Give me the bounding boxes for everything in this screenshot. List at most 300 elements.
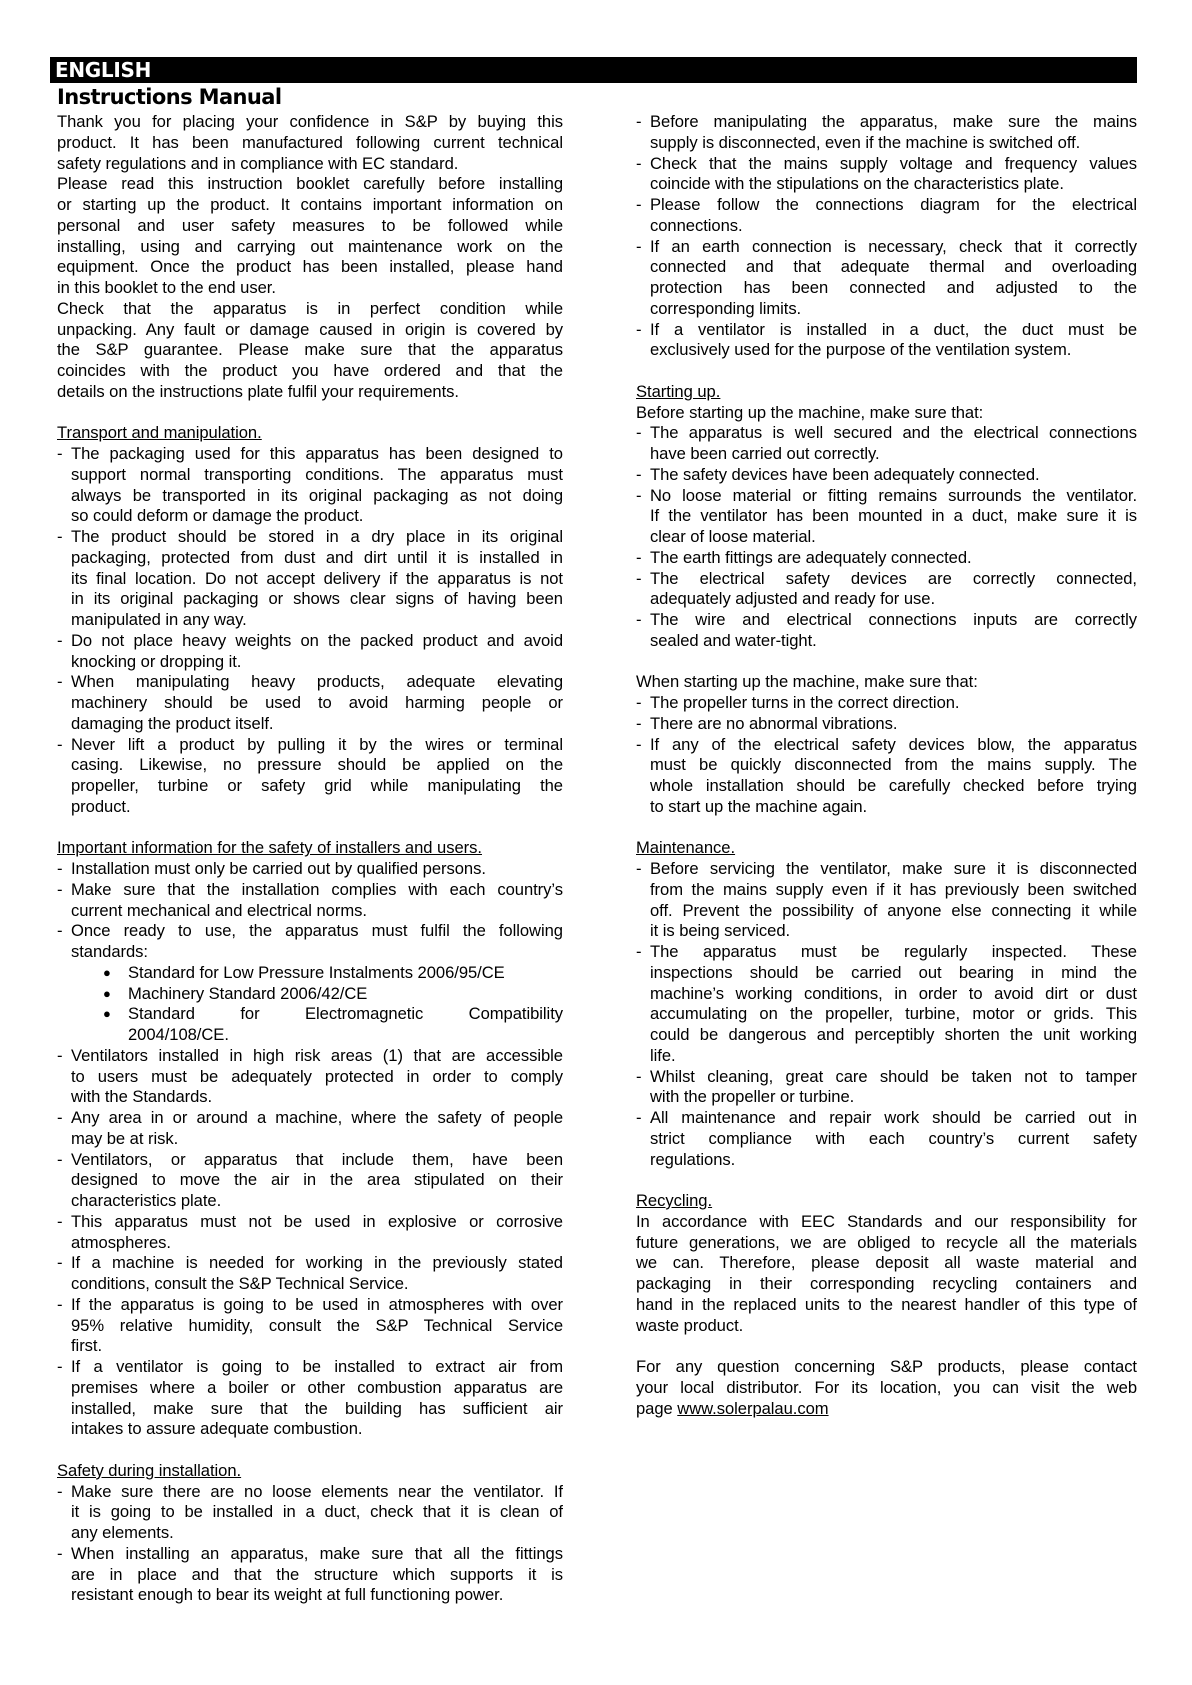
text-line [57, 631, 563, 652]
dash-icon: - [57, 734, 63, 754]
text-line [57, 1150, 563, 1171]
line-text: Check that the mains supply voltage and frequency values [650, 153, 1137, 173]
text-line [57, 1336, 563, 1357]
line-text: Make sure there are no loose elements near the ventilator. If [71, 1481, 563, 1501]
blank-line [636, 361, 1137, 382]
line-text: must be quickly disconnected from the mains supply. The [650, 755, 1137, 775]
text-line [636, 1129, 1137, 1150]
dash-icon: - [636, 153, 642, 173]
line-text: always be transported in its original packaging as not doing [71, 485, 563, 505]
dash-list-item [57, 1357, 563, 1440]
line-text: coincides with the product you have ordered and that the [57, 361, 563, 380]
line-text: Before manipulating the apparatus, make sure the mains [650, 112, 1137, 131]
line-text: standards: [71, 942, 148, 961]
dash-icon: - [636, 485, 642, 505]
text-line [57, 1067, 563, 1088]
dash-list-item [57, 1544, 563, 1606]
text-line [57, 755, 563, 776]
text-line [636, 112, 1137, 133]
line-text: All maintenance and repair work should be carried out in [650, 1108, 1137, 1127]
line-text: your local distributor. For its location, you can visit the web [636, 1377, 1137, 1397]
dash-list-item [57, 1108, 563, 1150]
line-text: coincide with the stipulations on the characteristics plate. [650, 174, 1064, 194]
text-line [57, 195, 563, 216]
section-heading [57, 1461, 563, 1482]
page-title: Instructions Manual [57, 85, 282, 109]
line-text: Machinery Standard 2006/42/CE [128, 983, 368, 1003]
text-line [57, 1233, 563, 1254]
text-line [57, 465, 563, 486]
text-line [57, 1399, 563, 1420]
bullet-list-item [57, 984, 563, 1005]
dash-list-item [636, 569, 1137, 611]
text-line [636, 216, 1137, 237]
text-line [57, 859, 563, 880]
line-text: regulations. [650, 1149, 736, 1169]
dash-list-item [636, 859, 1137, 942]
text-line [57, 237, 563, 258]
line-text: protection has been connected and adjusted to the [650, 278, 1137, 297]
line-text: Please follow the connections diagram for the electrical [650, 195, 1137, 214]
dash-icon: - [636, 236, 642, 256]
line-text: installing, using and carrying out maintenance work on the [57, 236, 563, 256]
heading-text [636, 1191, 1137, 1212]
text-line [57, 278, 563, 299]
line-text: Thank you for placing your confidence in S&P by buying this [57, 112, 563, 131]
line-text: strict compliance with each country’s current safety [650, 1128, 1137, 1148]
section-heading [636, 382, 1137, 403]
dash-icon: - [636, 610, 642, 629]
text-line [57, 652, 563, 673]
dash-icon: - [57, 1149, 63, 1169]
line-text: Ventilators installed in high risk areas (1) that are accessible [71, 1045, 563, 1065]
text-line [636, 672, 1137, 693]
dash-list-item [57, 1253, 563, 1295]
line-text: equipment. Once the product has been installed, please hand [57, 257, 563, 277]
text-line [57, 880, 563, 901]
text-line [57, 1295, 563, 1316]
line-text: machine’s working conditions, in order to avoid dirt or dust [650, 983, 1137, 1003]
line-text: Please read this instruction booklet carefully before installing [57, 174, 563, 194]
dash-icon: - [57, 1543, 63, 1563]
text-line [57, 1378, 563, 1399]
bullet-list-item [57, 1004, 563, 1046]
text-line [636, 1357, 1137, 1378]
line-text: damaging the product itself. [71, 713, 274, 733]
line-text: Before starting up the machine, make sure that: [636, 402, 984, 422]
line-text: 95% relative humidity, consult the S&P Technical Service [71, 1315, 563, 1335]
line-text: packaging in their corresponding recycling containers and [636, 1274, 1137, 1293]
line-text: any elements. [71, 1523, 174, 1542]
dash-icon: - [57, 1481, 63, 1501]
text-line [57, 444, 563, 465]
dash-list-item [636, 714, 1137, 735]
text-line [57, 1523, 563, 1544]
line-text: Maintenance. [636, 838, 736, 858]
text-line [57, 320, 563, 341]
line-text: casing. Likewise, no pressure should be applied on the [71, 755, 563, 775]
line-text: in this booklet to the end user. [57, 278, 276, 297]
dash-list-item [636, 486, 1137, 548]
text-line [57, 133, 563, 154]
line-text: installed, make sure that the building has sufficient air [71, 1398, 563, 1418]
line-text: product. [71, 796, 131, 816]
line-text: connected and that adequate thermal and overloading [650, 257, 1137, 277]
line-text: from the mains supply even if it has previously been switched [650, 879, 1137, 899]
line-text: with the propeller or turbine. [650, 1087, 855, 1107]
dash-icon: - [636, 423, 642, 443]
heading-text [636, 838, 1137, 859]
line-text: No loose material or fitting remains surrounds the ventilator. [650, 485, 1137, 505]
line-text: Standard for Electromagnetic Compatibility [128, 1004, 563, 1024]
text-line [636, 859, 1137, 880]
line-text: connections. [650, 215, 743, 235]
dash-list-item [636, 465, 1137, 486]
bullet-icon: ● [103, 985, 111, 1001]
dash-icon: - [57, 859, 63, 878]
text-line [57, 1274, 563, 1295]
dash-list-item [57, 1150, 563, 1212]
dash-icon: - [57, 1294, 63, 1314]
dash-icon: - [57, 1108, 63, 1127]
dash-list-item [636, 320, 1137, 362]
line-text: The wire and electrical connections inputs are correctly [650, 610, 1137, 629]
line-text: Important information for the safety of installers and users. [57, 838, 482, 858]
text-line [57, 735, 563, 756]
text-line [636, 506, 1137, 527]
blank-line [636, 818, 1137, 839]
bullet-icon: ● [103, 1006, 111, 1022]
line-text: Installation must only be carried out by qualified persons. [71, 859, 486, 878]
dash-list-item [57, 1482, 563, 1544]
text-line [636, 133, 1137, 154]
dash-list-item [636, 195, 1137, 237]
dash-icon: - [636, 713, 642, 733]
line-text: Recycling. [636, 1191, 713, 1210]
line-text: are in place and that the structure which supports it is [71, 1564, 563, 1584]
dash-icon: - [636, 1108, 642, 1127]
dash-list-item [57, 735, 563, 818]
line-text: details on the instructions plate fulfil your requirements. [57, 381, 459, 401]
line-text: in its original packaging or shows clear signs of having been [71, 589, 563, 609]
text-line [636, 921, 1137, 942]
line-text: current mechanical and electrical norms. [71, 900, 367, 920]
line-text: waste product. [636, 1315, 744, 1335]
line-text: Transport and manipulation. [57, 423, 262, 443]
text-line [636, 1378, 1137, 1399]
line-text: or starting up the product. It contains important information on [57, 195, 563, 214]
text-line [57, 548, 563, 569]
line-text: page [636, 1398, 678, 1418]
line-text: premises where a boiler or other combustion apparatus are [71, 1377, 563, 1397]
dash-list-item [636, 112, 1137, 154]
dash-icon: - [636, 942, 642, 961]
line-text: accumulating on the propeller, turbine, motor or grids. This [650, 1004, 1137, 1024]
line-text: Do not place heavy weights on the packed product and avoid [71, 630, 563, 650]
line-text: support normal transporting conditions. The apparatus must [71, 464, 563, 484]
line-text: resistant enough to bear its weight at full functioning power. [71, 1585, 504, 1605]
text-line [636, 735, 1137, 756]
line-text: Safety during installation. [57, 1460, 242, 1480]
line-text: clear of loose material. [650, 527, 816, 546]
dash-list-item [636, 548, 1137, 569]
left-column [57, 112, 563, 1606]
text-line [636, 693, 1137, 714]
line-text: could be dangerous and perceptibly shorten the unit working [650, 1025, 1137, 1044]
dash-list-item [57, 672, 563, 734]
text-line [636, 486, 1137, 507]
text-line [636, 174, 1137, 195]
line-text: Whilst cleaning, great care should be taken not to tamper [650, 1066, 1137, 1086]
line-text: Check that the apparatus is in perfect condition while [57, 298, 563, 318]
dash-icon: - [636, 568, 642, 588]
text-line [636, 589, 1137, 610]
text-line [57, 921, 563, 942]
line-text: If a ventilator is going to be installed to extract air from [71, 1357, 563, 1376]
line-text: When installing an apparatus, make sure that all the fittings [71, 1543, 563, 1563]
text-line [57, 1004, 563, 1025]
line-text: may be at risk. [71, 1128, 179, 1148]
section-heading [57, 423, 563, 444]
text-line [57, 797, 563, 818]
dash-icon: - [57, 1253, 63, 1273]
dash-list-item [636, 1108, 1137, 1170]
line-text: knocking or dropping it. [71, 651, 242, 671]
line-text: we can. Therefore, please deposit all waste material and [636, 1253, 1137, 1273]
dash-icon: - [57, 921, 63, 941]
dash-icon: - [636, 464, 642, 484]
line-text: product. It has been manufactured following current technical [57, 132, 563, 152]
paragraph [57, 112, 563, 174]
line-text: Make sure that the installation complies with each country’s [71, 879, 563, 899]
dash-list-item [636, 423, 1137, 465]
dash-icon: - [636, 195, 642, 214]
text-line [636, 1046, 1137, 1067]
bullet-list-item [57, 963, 563, 984]
text-line [57, 486, 563, 507]
dash-list-item [57, 1295, 563, 1357]
blank-line [636, 1170, 1137, 1191]
text-line [57, 1482, 563, 1503]
dash-list-item [636, 1067, 1137, 1109]
text-line [57, 1129, 563, 1150]
text-line [636, 1399, 1137, 1420]
text-line [57, 693, 563, 714]
line-text: The apparatus is well secured and the electrical connections [650, 423, 1137, 443]
text-line [57, 216, 563, 237]
heading-text [57, 838, 563, 859]
line-text: For any question concerning S&P products, please contact [636, 1357, 1137, 1376]
heading-text [57, 1461, 563, 1482]
section-heading [636, 838, 1137, 859]
section-heading [636, 1191, 1137, 1212]
line-text: to users must be adequately protected in order to comply [71, 1066, 563, 1086]
line-text: If a machine is needed for working in the previously stated [71, 1253, 563, 1273]
language-banner [50, 57, 1137, 83]
line-text: propeller, turbine or safety grid while manipulating the [71, 776, 563, 795]
line-text: off. Prevent the possibility of anyone else connecting it while [650, 900, 1137, 920]
text-line [57, 610, 563, 631]
line-text: sealed and water-tight. [650, 630, 817, 650]
text-line [636, 755, 1137, 776]
blank-line [636, 652, 1137, 673]
text-line [636, 299, 1137, 320]
text-line [57, 506, 563, 527]
line-text: If the ventilator has been mounted in a duct, make sure it is [650, 506, 1137, 526]
text-line [636, 444, 1137, 465]
dash-list-item [57, 880, 563, 922]
line-text: designed to move the air in the area stipulated on their [71, 1170, 563, 1190]
line-text: Any area in or around a machine, where the safety of people [71, 1108, 563, 1127]
section-heading [57, 838, 563, 859]
line-text: with the Standards. [71, 1087, 213, 1107]
text-line [636, 465, 1137, 486]
line-text: machinery should be used to avoid harming people or [71, 693, 563, 712]
line-text: first. [71, 1336, 103, 1356]
text-line [57, 1544, 563, 1565]
dash-list-item [636, 942, 1137, 1067]
line-text: If the apparatus is going to be used in atmospheres with over [71, 1294, 563, 1314]
text-line [636, 1274, 1137, 1295]
paragraph [636, 403, 1137, 424]
line-text: whole installation should be carefully checked before trying [650, 776, 1137, 795]
text-line [636, 1316, 1137, 1337]
line-text: The electrical safety devices are correctly connected, [650, 568, 1137, 588]
dash-icon: - [57, 1045, 63, 1065]
dash-icon: - [636, 547, 642, 567]
text-line [636, 1295, 1137, 1316]
line-text: Standard for Low Pressure Instalments 2006/95/CE [128, 962, 505, 982]
heading-text [57, 423, 563, 444]
text-line [57, 340, 563, 361]
heading-text [636, 382, 1137, 403]
text-line [636, 714, 1137, 735]
text-line [57, 174, 563, 195]
dash-list-item [636, 693, 1137, 714]
text-line [57, 984, 563, 1005]
text-line [57, 1253, 563, 1274]
dash-list-item [57, 1212, 563, 1254]
text-line [57, 1357, 563, 1378]
text-line [57, 569, 563, 590]
dash-icon: - [636, 112, 642, 131]
line-text: corresponding limits. [650, 298, 802, 318]
text-line [57, 1565, 563, 1586]
line-text: The product should be stored in a dry place in its original [71, 527, 563, 546]
language-label: ENGLISH [55, 58, 152, 82]
text-line [636, 901, 1137, 922]
text-line [57, 1087, 563, 1108]
line-text: characteristics plate. [71, 1191, 222, 1210]
text-line [57, 361, 563, 382]
text-line [636, 984, 1137, 1005]
dash-list-item [57, 1046, 563, 1108]
line-text: Never lift a product by pulling it by the wires or terminal [71, 734, 563, 754]
line-text: conditions, consult the S&P Technical Service. [71, 1274, 409, 1293]
text-line [636, 1253, 1137, 1274]
dash-icon: - [636, 319, 642, 339]
text-line [57, 299, 563, 320]
paragraph [57, 299, 563, 403]
line-text: The apparatus must be regularly inspected. These [650, 942, 1137, 961]
text-line [636, 1150, 1137, 1171]
website-link[interactable]: www.solerpalau.com [677, 1398, 829, 1418]
line-text: If an earth connection is necessary, check that it correctly [650, 236, 1137, 256]
text-line [57, 776, 563, 797]
line-text: intakes to assure adequate combustion. [71, 1419, 363, 1439]
line-text: to start up the machine again. [650, 796, 868, 816]
dash-icon: - [57, 527, 63, 546]
line-text: When manipulating heavy products, adequate elevating [71, 672, 563, 692]
line-text: its final location. Do not accept delivery if the apparatus is not [71, 568, 563, 588]
text-line [636, 1025, 1137, 1046]
line-text: life. [650, 1045, 676, 1065]
text-line [636, 963, 1137, 984]
text-line [57, 1316, 563, 1337]
line-text: Before servicing the ventilator, make sure it is disconnected [650, 859, 1137, 878]
text-line [636, 1087, 1137, 1108]
text-line [636, 1004, 1137, 1025]
text-line [636, 1212, 1137, 1233]
line-text: personal and user safety measures to be followed while [57, 215, 563, 235]
text-line [636, 320, 1137, 341]
line-text: supply is disconnected, even if the machine is switched off. [650, 132, 1081, 152]
dash-icon: - [636, 859, 642, 878]
dash-icon: - [57, 630, 63, 650]
text-line [57, 257, 563, 278]
text-line [57, 589, 563, 610]
contact-paragraph [636, 1357, 1137, 1419]
text-line [57, 382, 563, 403]
text-line [636, 610, 1137, 631]
line-text: inspections should be carried out bearing in mind the [650, 962, 1137, 982]
text-line [636, 880, 1137, 901]
line-text: When starting up the machine, make sure that: [636, 672, 978, 692]
dash-list-item [57, 631, 563, 673]
text-line [57, 1212, 563, 1233]
line-text: safety regulations and in compliance with EC standard. [57, 153, 459, 173]
blank-line [636, 1336, 1137, 1357]
text-line [57, 901, 563, 922]
text-line [636, 278, 1137, 299]
paragraph [57, 174, 563, 299]
line-text: future generations, we are obliged to recycle all the materials [636, 1232, 1137, 1252]
dash-list-item [636, 735, 1137, 818]
text-line [57, 963, 563, 984]
dash-list-item [636, 237, 1137, 320]
dash-icon: - [57, 444, 63, 463]
dash-icon: - [57, 1211, 63, 1231]
line-text: so could deform or damage the product. [71, 506, 364, 526]
paragraph [636, 672, 1137, 693]
text-line [636, 195, 1137, 216]
text-line [57, 1585, 563, 1606]
dash-icon: - [636, 734, 642, 754]
dash-icon: - [636, 693, 642, 712]
text-line [57, 672, 563, 693]
text-line [636, 1233, 1137, 1254]
text-line [636, 403, 1137, 424]
text-line [636, 527, 1137, 548]
line-text: packaging, protected from dust and dirt until it is installed in [71, 547, 563, 567]
dash-list-item [57, 921, 563, 963]
line-text: The safety devices have been adequately connected. [650, 464, 1040, 484]
line-text: If any of the electrical safety devices blow, the apparatus [650, 734, 1137, 754]
text-line [636, 776, 1137, 797]
text-line [57, 714, 563, 735]
line-text: the S&P guarantee. Please make sure that the apparatus [57, 340, 563, 360]
text-line [636, 237, 1137, 258]
